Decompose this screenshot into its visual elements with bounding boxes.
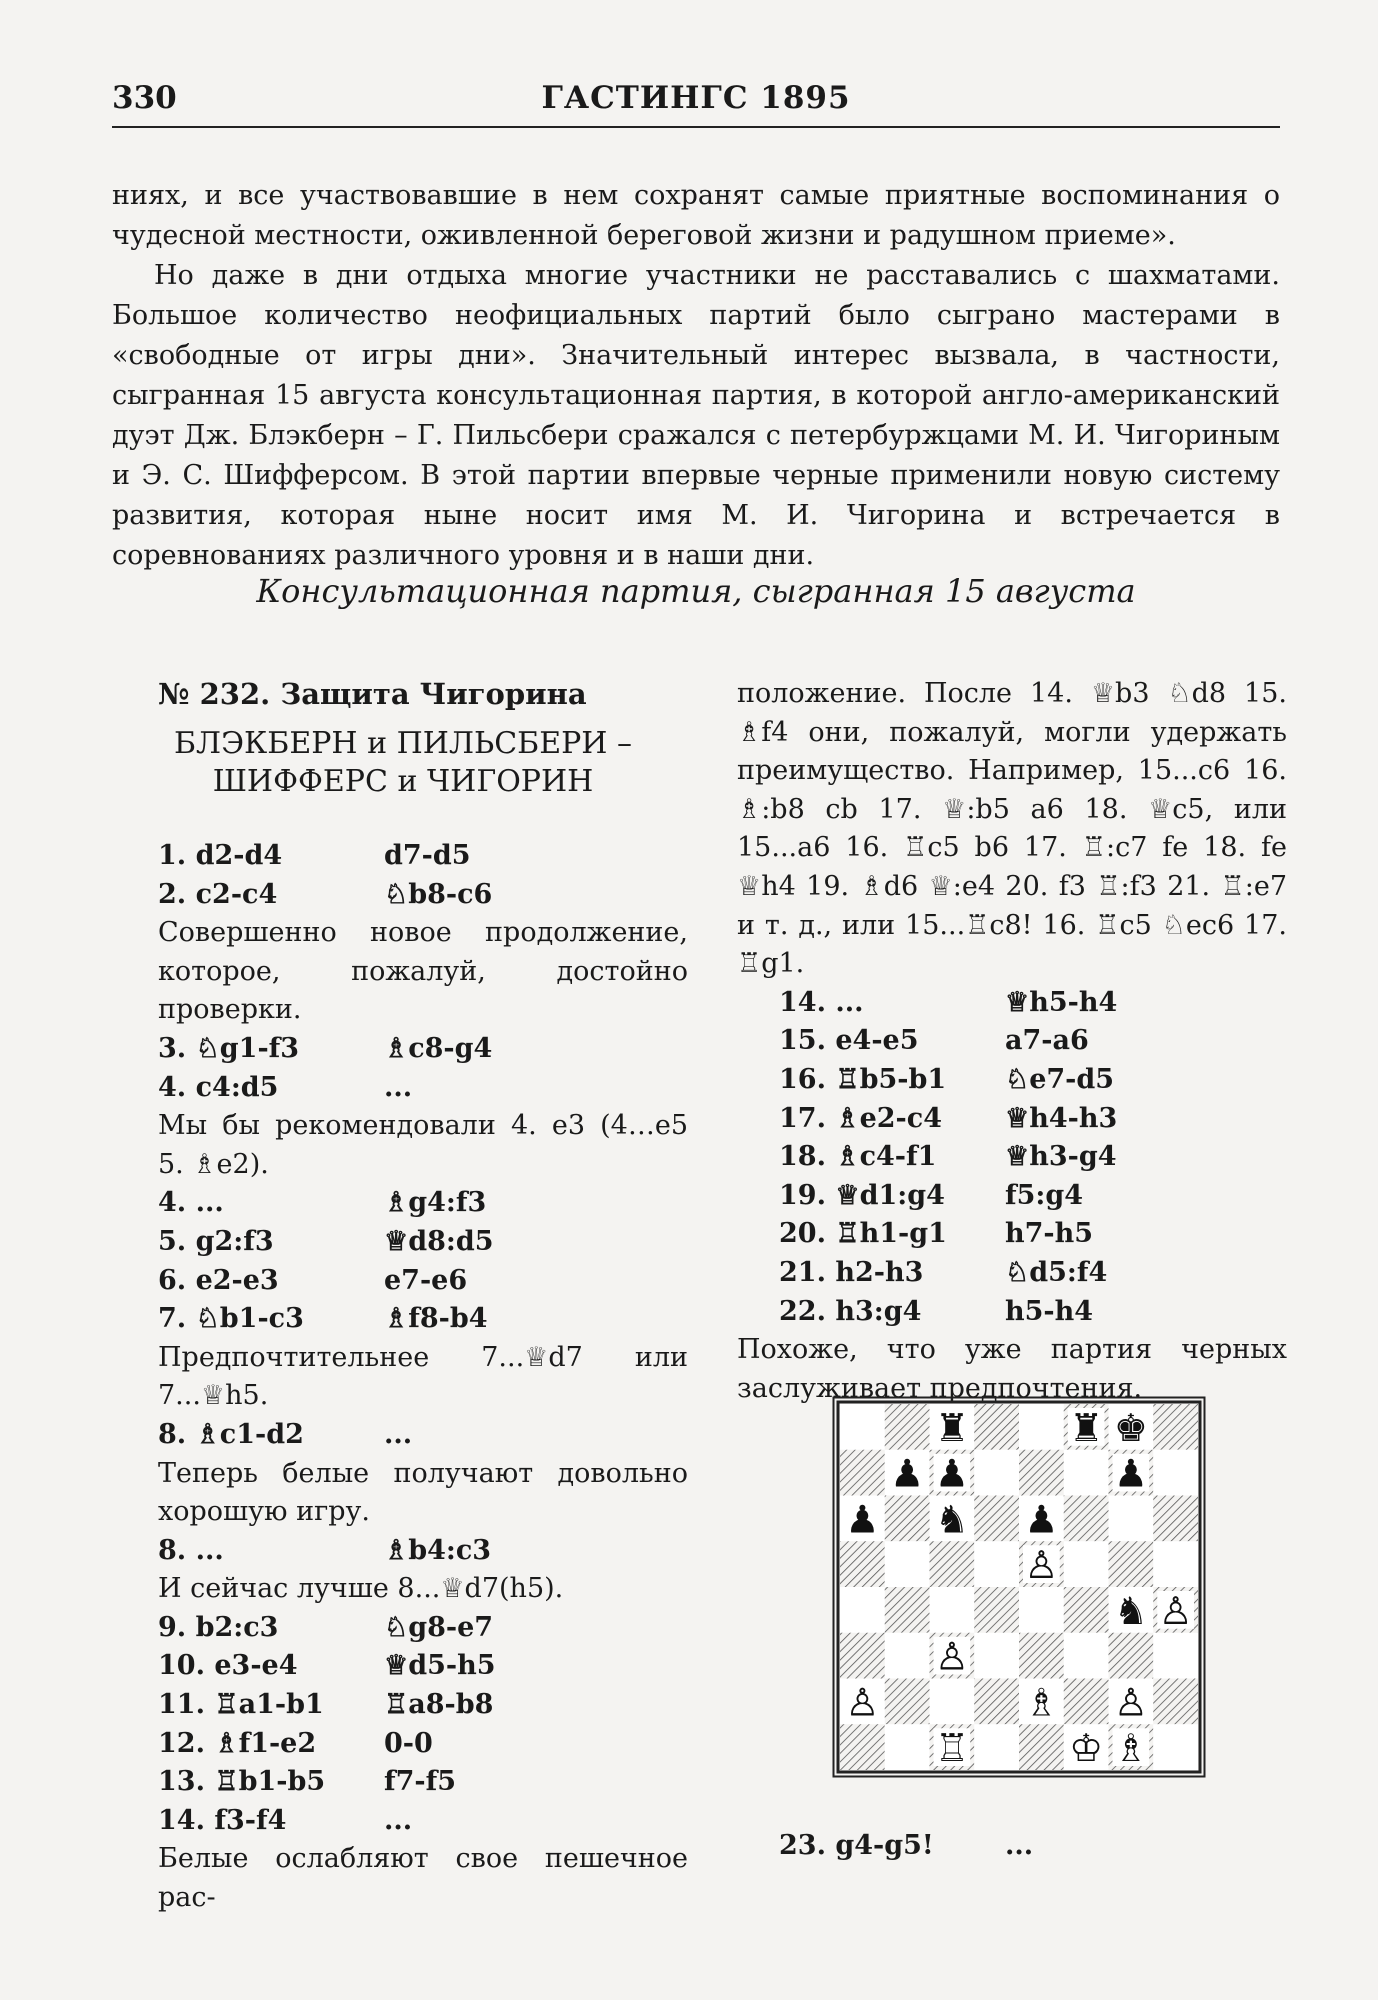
move-row: [737, 1293, 1287, 1332]
white-move: 6. e2-e3: [158, 1264, 279, 1296]
black-move: ♕d5-h5: [384, 1650, 496, 1682]
move-row: [158, 1802, 688, 1841]
black-rook-icon: ♜: [1069, 1405, 1104, 1450]
final-move: [779, 1830, 1179, 1861]
dark-square: [885, 1679, 930, 1725]
intro-text: [112, 176, 1280, 576]
black-move: 0-0: [384, 1727, 433, 1759]
intro-paragraph: Но даже в дни отдыха многие участники не расставались с шахматами. Большое количество неофициальных партий было сыграно мастерами в «свободные от игры дни». Значительный интерес вызвала, в частности, сыгранная 15 августа консультационная партия, в которой англо-американский дуэт Дж. Блэкберн – Г. Пильсбери сражался с петербуржцами М. И. Чигориным и Э. С. Шифферсом. В этой партии впервые черные применили новую систему развития, которая ныне носит имя М. И. Чигорина и встречается в соревнованиях различного уровня и в наши дни.: [112, 260, 1280, 571]
black-move: h7-h5: [1005, 1218, 1094, 1250]
white-bishop-icon: ♗: [1024, 1680, 1059, 1725]
dark-square: [885, 1404, 930, 1450]
move-row: [737, 984, 1287, 1023]
dark-square: [840, 1450, 885, 1496]
dark-square: [974, 1496, 1019, 1542]
white-move: 20. ♖h1-g1: [779, 1218, 947, 1250]
light-square: [885, 1541, 930, 1587]
dark-square: [840, 1724, 885, 1770]
move-row: [737, 1177, 1287, 1216]
black-king-icon: ♚: [1113, 1405, 1148, 1450]
white-move: 14. ...: [779, 986, 864, 1018]
white-pawn-icon: ♙: [1113, 1680, 1148, 1725]
intro-paragraph: ниях, и все участвовавшие в нем сохранят самые приятные воспоминания о чудесной местности, оживленной береговой жизни и радушном приеме».: [112, 180, 1280, 251]
white-move: 4. ...: [158, 1187, 224, 1219]
black-knight-icon: ♞: [934, 1497, 969, 1542]
white-move: 16. ♖b5-b1: [779, 1063, 947, 1095]
players-white: БЛЭКБЕРН и ПИЛЬСБЕРИ –: [174, 726, 632, 761]
move-row: [158, 1069, 688, 1108]
move-row: [158, 1686, 688, 1725]
black-pawn-icon: ♟: [934, 1451, 969, 1496]
move-row: [737, 1215, 1287, 1254]
light-square: [930, 1587, 975, 1633]
players-black: ШИФФЕРС и ЧИГОРИН: [212, 764, 594, 799]
black-move: ♗b4:c3: [384, 1534, 492, 1566]
move-row: [737, 1061, 1287, 1100]
dark-square: [885, 1496, 930, 1542]
left-column: [158, 675, 688, 1918]
white-move: 8. ...: [158, 1534, 224, 1566]
light-square: [1153, 1541, 1198, 1587]
white-move: 19. ♕d1:g4: [779, 1179, 945, 1211]
light-square: [974, 1724, 1019, 1770]
chess-board: [832, 1396, 1206, 1778]
white-bishop-icon: ♗: [1113, 1726, 1148, 1771]
light-square: [840, 1587, 885, 1633]
black-move: ...: [384, 1418, 413, 1450]
dark-square: [840, 1633, 885, 1679]
black-move: ♕d8:d5: [384, 1225, 494, 1257]
white-move: 15. e4-e5: [779, 1025, 919, 1057]
annotation: И сейчас лучше 8...♕d7(h5).: [158, 1573, 564, 1605]
dark-square: [1153, 1496, 1198, 1542]
black-pawn-icon: ♟: [1024, 1497, 1059, 1542]
move-list-left: [158, 837, 688, 1918]
black-move: ...: [384, 1071, 413, 1103]
page-number: 330: [112, 80, 177, 116]
right-column: [737, 675, 1287, 1408]
dark-square: [1153, 1679, 1198, 1725]
light-square: [1064, 1450, 1109, 1496]
light-square: [1064, 1541, 1109, 1587]
dark-square: [840, 1541, 885, 1587]
move-row: [158, 1532, 688, 1571]
move-row: [158, 837, 688, 876]
light-square: [1019, 1587, 1064, 1633]
dark-square: [974, 1679, 1019, 1725]
annotation: Похоже, что уже партия черных заслуживает предпочтения.: [737, 1334, 1287, 1404]
black-move: d7-d5: [384, 840, 471, 871]
light-square: [930, 1679, 975, 1725]
light-square: [1064, 1633, 1109, 1679]
light-square: [840, 1404, 885, 1450]
black-rook-icon: ♜: [934, 1405, 969, 1450]
move-row: [737, 1254, 1287, 1293]
white-move: 1. d2-d4: [158, 840, 283, 871]
move-row: [158, 1030, 688, 1069]
black-move: ♘g8-e7: [384, 1611, 494, 1643]
move-row: [737, 1100, 1287, 1139]
white-move: 12. ♗f1-e2: [158, 1727, 317, 1759]
dark-square: [1109, 1633, 1154, 1679]
black-move: ♗f8-b4: [384, 1303, 488, 1335]
move-row: [158, 1647, 688, 1686]
dark-square: [1064, 1679, 1109, 1725]
move-row: [158, 1262, 688, 1301]
white-rook-icon: ♖: [934, 1726, 969, 1771]
black-move: ♗c8-g4: [384, 1032, 493, 1064]
dark-square: [974, 1404, 1019, 1450]
dark-square: [1109, 1541, 1154, 1587]
light-square: [885, 1724, 930, 1770]
players: [158, 725, 648, 801]
white-move: 4. c4:d5: [158, 1071, 279, 1103]
dark-square: [930, 1541, 975, 1587]
white-move: 18. ♗c4-f1: [779, 1141, 937, 1173]
white-king-icon: ♔: [1069, 1726, 1104, 1771]
section-title: Консультационная партия, сыгранная 15 августа: [256, 572, 1136, 610]
white-move: 22. h3:g4: [779, 1295, 922, 1327]
dark-square: [1064, 1587, 1109, 1633]
move-row: [158, 1763, 688, 1802]
running-header: [112, 78, 1280, 128]
black-move: ...: [384, 1804, 413, 1836]
move-row: [158, 876, 688, 915]
annotation: Белые ослабляют свое пешечное рас-: [158, 1843, 688, 1914]
move-row: [158, 1223, 688, 1262]
dark-square: [1153, 1404, 1198, 1450]
move-row: [737, 1022, 1287, 1061]
dark-square: [1019, 1633, 1064, 1679]
white-pawn-icon: ♙: [1024, 1543, 1059, 1588]
move-row: [158, 1609, 688, 1648]
move-row: [158, 1725, 688, 1764]
white-pawn-icon: ♙: [845, 1680, 880, 1725]
black-move: ♕h5-h4: [1005, 986, 1118, 1018]
black-knight-icon: ♞: [1113, 1588, 1148, 1633]
black-pawn-icon: ♟: [890, 1451, 925, 1496]
black-pawn-icon: ♟: [1113, 1451, 1148, 1496]
white-move: 9. b2:c3: [158, 1611, 279, 1643]
white-move: 21. h2-h3: [779, 1256, 924, 1288]
black-move: f7-f5: [384, 1766, 457, 1798]
light-square: [885, 1633, 930, 1679]
chess-diagram: [832, 1396, 1206, 1778]
game-title: № 232. Защита Чигорина: [158, 677, 587, 711]
black-move: ♘b8-c6: [384, 878, 493, 910]
light-square: [1153, 1633, 1198, 1679]
annotation: Совершенно новое продолжение, которое, пожалуй, достойно проверки.: [158, 917, 688, 1026]
white-move: 7. ♘b1-c3: [158, 1303, 304, 1335]
white-pawn-icon: ♙: [934, 1634, 969, 1679]
white-move: 10. e3-e4: [158, 1650, 298, 1682]
dark-square: [1019, 1450, 1064, 1496]
white-move: 13. ♖b1-b5: [158, 1766, 326, 1798]
move-list-right: [737, 675, 1287, 1408]
white-move: 8. ♗c1-d2: [158, 1418, 304, 1450]
black-move: h5-h4: [1005, 1295, 1094, 1327]
final-move-black: ...: [1005, 1830, 1034, 1861]
black-move: ♖a8-b8: [384, 1689, 494, 1721]
running-title: ГАСТИНГС 1895: [541, 80, 851, 116]
annotation: Предпочтительнее 7...♕d7 или 7...♕h5.: [158, 1341, 688, 1412]
move-row: [158, 1184, 688, 1223]
white-move: 14. f3-f4: [158, 1804, 287, 1836]
light-square: [1019, 1404, 1064, 1450]
move-row: [737, 1138, 1287, 1177]
annotation: положение. После 14. ♕b3 ♘d8 15. ♗f4 они, пожалуй, могли удержать преимущество. Например, 15...c6 16. ♗:b8 cb 17. ♕:b5 a6 18. ♕c5, или 15...a6 16. ♖c5 b6 17. ♖:c7 fe 18. fe ♕h4 19. ♗d6 ♕:e4 20. f3 ♖:f3 21. ♖:e7 и т. д., или 15...♖c8! 16. ♖c5 ♘ec6 17. ♖g1.: [737, 678, 1287, 980]
black-move: ♗g4:f3: [384, 1187, 487, 1219]
dark-square: [885, 1587, 930, 1633]
black-move: e7-e6: [384, 1264, 468, 1296]
black-move: ♕h4-h3: [1005, 1102, 1118, 1134]
black-move: ♘d5:f4: [1005, 1256, 1108, 1288]
white-move: 11. ♖a1-b1: [158, 1689, 324, 1721]
light-square: [974, 1541, 1019, 1587]
annotation: Теперь белые получают довольно хорошую игру.: [158, 1457, 688, 1528]
final-move-white: 23. g4-g5!: [779, 1830, 934, 1861]
light-square: [974, 1450, 1019, 1496]
black-move: ♕h3-g4: [1005, 1141, 1117, 1173]
dark-square: [1019, 1724, 1064, 1770]
dark-square: [974, 1587, 1019, 1633]
annotation: Мы бы рекомендовали 4. e3 (4…e5 5. ♗e2).: [158, 1110, 688, 1180]
dark-square: [1064, 1496, 1109, 1542]
black-move: f5:g4: [1005, 1179, 1084, 1211]
white-pawn-icon: ♙: [1158, 1588, 1193, 1633]
move-row: [158, 1416, 688, 1455]
white-move: 2. c2-c4: [158, 878, 278, 910]
light-square: [1153, 1450, 1198, 1496]
move-row: [158, 1300, 688, 1339]
white-move: 3. ♘g1-f3: [158, 1032, 300, 1064]
black-pawn-icon: ♟: [845, 1497, 880, 1542]
light-square: [1153, 1724, 1198, 1770]
white-move: 5. g2:f3: [158, 1225, 274, 1257]
light-square: [1109, 1496, 1154, 1542]
black-move: a7-a6: [1005, 1025, 1089, 1057]
white-move: 17. ♗e2-c4: [779, 1102, 942, 1134]
black-move: ♘e7-d5: [1005, 1063, 1115, 1095]
light-square: [974, 1633, 1019, 1679]
